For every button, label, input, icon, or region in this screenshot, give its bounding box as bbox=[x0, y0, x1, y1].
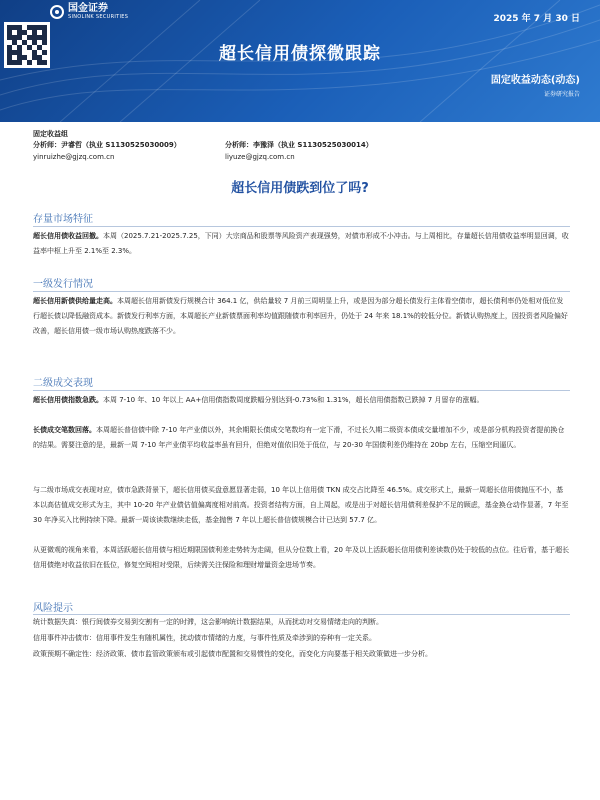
risk-item-1: 统计数据失真：银行间债券交易到交割有一定的时滞，这会影响统计数据结果，从而扰动对交易情绪走向的判断。 bbox=[33, 618, 383, 626]
section-heading-primary: 一级发行情况 bbox=[33, 279, 93, 290]
report-banner bbox=[0, 0, 600, 122]
risk-item-2: 信用事件冲击债市：信用事件发生有随机属性，扰动债市情绪的力度，与事件性质及牵涉到的券种有一定关系。 bbox=[33, 634, 376, 642]
section-heading-secondary: 二级成交表现 bbox=[33, 378, 93, 389]
paragraph-index bbox=[33, 393, 570, 408]
paragraph-body: 本周超长信用新债发行规模合计 364.1 亿，供给量较 7 月前三周明显上升，或是因为部分超长债发行主体看空债市，超长债利率仍处相对低位发行超长债以降低融资成本。新债发行利率方面，本周超长产业新债票面利率均值跟随债市利率回升，仍处于 24 年来 18.1%的较低分位。新债认购热度上，因投资者风险偏好改善，超长信用债一级市场认购热度跌落不少。 bbox=[33, 297, 568, 335]
paragraph-outlook: 从更微观的视角来看，本周活跃超长信用债与相近期限国债利差走势转为走阔，但从分位数上看，20 年及以上活跃超长信用债利差读数仍处于较低的点位。往后看，基于超长信用债绝对收益依旧在低位，修复空间相对受限，后续需关注保险和理财增量资金进场节奏。 bbox=[33, 546, 570, 569]
section-divider bbox=[33, 390, 570, 391]
logo-cn: 国金证券 bbox=[68, 3, 108, 14]
logo-icon bbox=[50, 5, 64, 19]
risk-item-3: 政策预期不确定性：经济政策、债市监管政策颁布或引起债市配置和交易惯性的变化，而变化方向要基于相关政策做进一步分析。 bbox=[33, 650, 432, 658]
section-heading-stock: 存量市场特征 bbox=[33, 214, 93, 225]
paragraph-volume bbox=[33, 423, 570, 453]
analyst-1: 分析师：尹睿哲（执业 S1130525030009） bbox=[33, 141, 181, 149]
paragraph-lead: 超长信用新债供给量走高。 bbox=[33, 297, 117, 305]
main-title: 超长信用债跌到位了吗? bbox=[231, 181, 369, 196]
analyst-2: 分析师：李豫泽（执业 S1130525030014） bbox=[225, 141, 373, 149]
section-heading-risk: 风险提示 bbox=[33, 603, 73, 614]
paragraph-lead: 长债成交笔数回落。 bbox=[33, 426, 96, 434]
email-2[interactable]: liyuze@gjzq.com.cn bbox=[225, 153, 295, 161]
paragraph-trading: 与二级市场成交表现对应，债市急跌背景下，超长信用债买盘意愿显著走弱，10 年以上信用债 TKN 成交占比降至 46.5%。成交形式上，最新一周超长信用债抛压不小，基本以高估值成交形式为主，其中 10-20 年产业债估值偏离度相对前高。投资者结构方面，自上周起，或是出于对超长信用债利差保护不足的顾虑，基金换仓动作显著，7 年至 30 年净买入比例持续下降。最新一周该读数继续走低，基金抛售 7 年以上超长普信债规模合计已达到 57.7 亿。 bbox=[33, 486, 569, 524]
report-title: 超长信用债探微跟踪 bbox=[219, 44, 381, 64]
report-type: 固定收益动态(动态) bbox=[490, 75, 580, 86]
analyst-line bbox=[33, 140, 373, 150]
logo-en: SINOLINK SECURITIES bbox=[68, 14, 129, 20]
company-logo bbox=[50, 3, 128, 20]
email-line bbox=[33, 153, 295, 161]
paragraph-body: 本周 7-10 年、10 年以上 AA+信用债指数周度跌幅分别达到-0.73%和 1.31%，超长信用债指数已跌掉 7 月留存的涨幅。 bbox=[103, 396, 484, 404]
paragraph-primary bbox=[33, 294, 570, 339]
paragraph-lead: 超长信用债指数急跌。 bbox=[33, 396, 103, 404]
report-subtype: 证券研究报告 bbox=[543, 91, 580, 98]
paragraph-lead: 超长信用债收益回撤。 bbox=[33, 232, 103, 240]
report-date: 2025 年 7 月 30 日 bbox=[493, 14, 580, 24]
paragraph-stock bbox=[33, 229, 570, 259]
paragraph-body: 本周（2025.7.21-2025.7.25，下同）大宗商品和股票等风险资产表现强势，对债市形成不小冲击。与上周相比，存量超长信用债收益率明显回调，收益率中枢上升至 2.1%至 2.3%。 bbox=[33, 232, 569, 255]
paragraph-body: 本周超长普信债中除 7-10 年产业债以外，其余期限长债成交笔数均有一定下滑，不过长久期二级资本债成交量增加不少，或是部分机构投资者提前换仓的结果。需要注意的是，最新一周 7-10 年产业债平均收益率虽有回升，但绝对值依旧处于低位，与 20-30 年国债利差仍维持在 20bp 左右，压缩空间逼仄。 bbox=[33, 426, 565, 449]
email-1[interactable]: yinruizhe@gjzq.com.cn bbox=[33, 153, 115, 161]
team-name: 固定收益组 bbox=[33, 130, 68, 138]
qr-code-icon bbox=[4, 22, 50, 68]
section-divider bbox=[33, 291, 570, 292]
section-divider bbox=[33, 226, 570, 227]
